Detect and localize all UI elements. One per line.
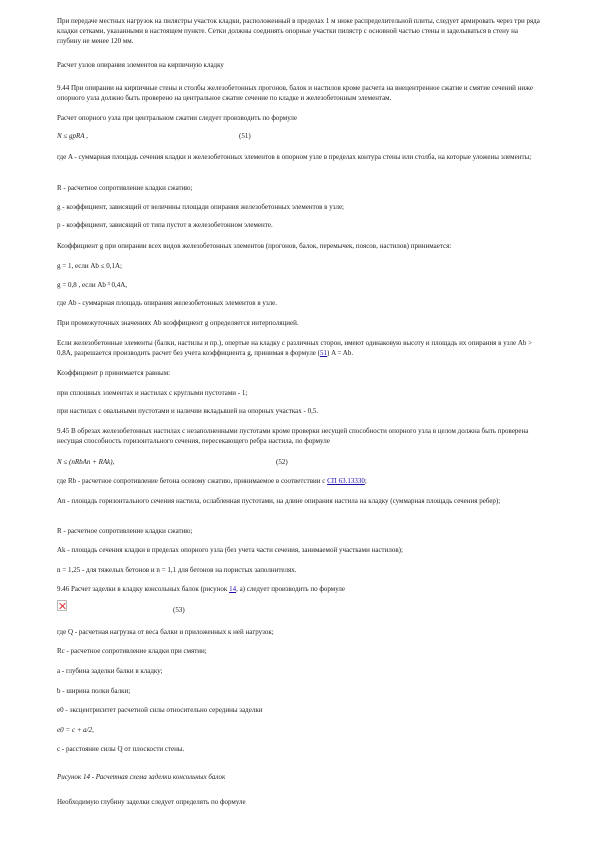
equation-number-51: (51) [239,132,251,140]
formula-51: N ≤ gpRA , [57,132,88,140]
equation-number-53: (53) [173,606,185,614]
joint-text-after: ) A = Ab. [327,349,354,357]
paragraph-central-compression: Расчет опорного узла при центральном сжатии следует производить по формуле [57,114,298,122]
broken-image-icon [57,600,67,611]
definition-rb-text: где Rb - расчетное сопротивление бетона осевому сжатию, принимаемое в соответствии с [57,477,326,485]
figure-14-caption: Рисунок 14 - Расчетная схема заделки консольных балок [57,773,226,781]
paragraph-embedment-depth: Необходимую глубину заделки следует определять по формуле [57,798,246,806]
paragraph-9-46 [57,584,540,594]
condition-p-1: при сплошных элементах и настилах с круглыми пустотами - 1; [57,389,248,397]
condition-p-05: при настилах с овальными пустотами и наличии вкладышей на опорных участках - 0,5. [57,407,319,415]
condition-g-08: g = 0,8 , если Ab ³ 0,4A, [57,281,128,289]
definition-r-2: R - расчетное сопротивление кладки сжатию; [57,527,193,535]
definition-ak: Ak - площадь сечения кладки в пределах опорного узла (без учета части сечения, занимаемой участками настилов); [57,546,403,554]
paragraph-9-45: 9.45 В обрезах железобетонных настилах с незаполненными пустотами кроме проверки несущей способности опорного узла в целом должна быть проверена несущая способность горизонтального сечения, пересекающего ребра настила, по формуле [57,427,529,445]
section-heading-support-units: Расчет узлов опирания элементов на кирпичную кладку [57,61,224,69]
definition-e0: e0 - эксцентриситет расчетной силы относительно середины заделки [57,706,263,714]
para-46-text-after: , а) следует производить по формуле [236,585,346,593]
definition-b: b - ширина полки балки; [57,687,131,695]
equation-number-52: (52) [276,458,288,466]
paragraph-interpolation: При промежуточных значениях Ab коэффициент g определяется интерполяцией. [57,319,299,327]
figure-14-link[interactable]: 14 [229,585,237,593]
definition-an: An - площадь горизонтального сечения настила, ослабленная пустотами, на длине опирания настила на кладку (суммарная площадь сечения ребер); [57,497,501,505]
formula-52: N ≤ (nRbAn + RAk), [57,458,115,466]
definition-q: где Q - расчетная нагрузка от веса балки и приложенных к ней нагрузок; [57,628,274,636]
paragraph-equal-height-elements [57,338,540,358]
definition-a: где A - суммарная площадь сечения кладки и железобетонных элементов в опорном узле в пределах контура стены или столба, на которые уложены элементы; [57,153,532,161]
definition-rc: Rc - расчетное сопротивление кладки при смятии; [57,647,207,655]
definition-g: g - коэффициент, зависящий от величины площади опирания железобетонных элементов в узле; [57,203,345,211]
definition-c: c - расстояние силы Q от плоскости стены. [57,745,185,753]
definition-r: R - расчетное сопротивление кладки сжатию; [57,184,193,192]
definition-rb: где Rb - расчетное сопротивление бетона осевому сжатию, принимаемое в соответствии с СП 63.13330; [57,477,367,485]
paragraph-9-44: 9.44 При опирании на кирпичные стены и столбы железобетонных прогонов, балок и настилов кроме расчета на внецентренное сжатие и смятие сечений ниже опорного узла должно быть проверено на центральное сжатие сечение по кладке и железобетонным элементам. [57,84,533,102]
joint-text-before: Если железобетонные элементы (балки, настилы и пр.), опертые на кладку с различных сторон, имеют одинаковую высоту и площадь их опирания в узле Ab > 0,8A, разрешается производить расчет без учета коэффициента g, принимая в формуле ( [57,339,533,357]
condition-g-1: g = 1, если Ab ≤ 0,1A; [57,262,122,270]
definition-a-depth: a - глубина заделки балки в кладку; [57,667,163,675]
paragraph-reinforcement: При передаче местных нагрузок на пилястры участок кладки, расположенный в пределах 1 м ниже распределительной плиты, следует армировать через три ряда кладки сетками, указанными в настоящем пункте. Сетки должны соединять опорные участки пилястр с основной частью стены и заделываться в стену на глубину не менее 120 мм. [57,17,540,45]
snip-63-13330-link[interactable]: СП 63.13330 [327,477,365,485]
paragraph-coefficient-p: Коэффициент p принимается равным: [57,369,171,377]
definition-n: n = 1,25 - для тяжелых бетонов и n = 1,1 для бетонов на пористых заполнителях. [57,566,297,574]
formula-e0: e0 = c + a/2, [57,726,94,734]
formula-51-link[interactable]: 51 [320,349,327,357]
para-46-text-before: 9.46 Расчет заделки в кладку консольных балок (рисунок [57,585,230,593]
definition-ab: где Ab - суммарная площадь опирания железобетонных элементов в узле. [57,299,277,307]
definition-p: p - коэффициент, зависящий от типа пустот в железобетонном элементе. [57,221,273,229]
paragraph-coefficient-g: Коэффициент g при опирании всех видов железобетонных элементов (прогонов, балок, перемычек, поясов, настилов) принимается: [57,242,452,250]
